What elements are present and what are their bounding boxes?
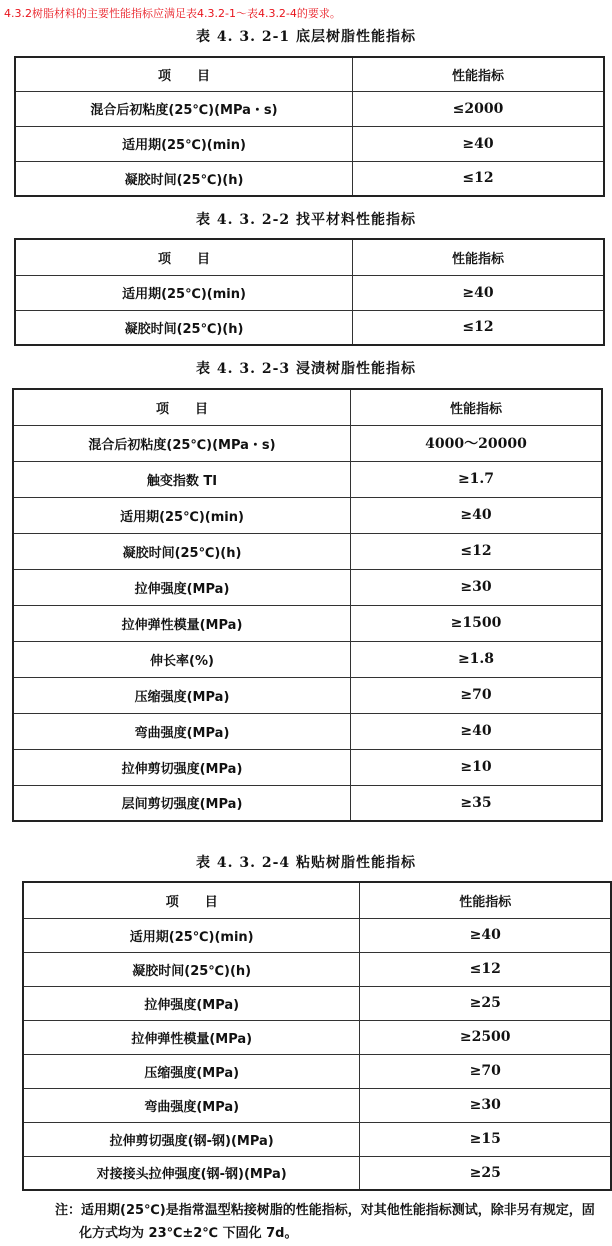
row-value: ≥70 [351,677,603,713]
row-value: ≥35 [351,785,603,821]
row-value: ≥40 [360,918,611,952]
table-3-caption: 表 4. 3. 2-3 浸渍树脂性能指标 [195,361,417,377]
row-value: ≥70 [360,1054,611,1088]
table-row [13,425,602,461]
table-row [15,275,604,310]
note-text: 注：适用期(25℃)是指常温型粘接树脂的性能指标，对其他性能指标测试，除非另有规定，固化方式均为 23℃±2℃ 下固化 7d。 [55,1203,595,1241]
table-row [13,533,602,569]
table-row [13,461,602,497]
row-value: ≥1.8 [351,641,603,677]
row-item: 拉伸剪切强度(钢-钢)(MPa) [23,1122,360,1156]
row-item: 拉伸剪切强度(MPa) [13,749,351,785]
table-row [23,1088,611,1122]
intro-text: 4.3.2树脂材料的主要性能指标应满足表4.3.2-1～表4.3.2-4的要求。 [4,7,341,20]
row-item: 适用期(25℃)(min) [15,275,353,310]
table-row [13,497,602,533]
table-4-header-value: 性能指标 [360,882,611,918]
table-row [13,785,602,821]
row-value: ≥40 [353,126,605,161]
row-item: 拉伸弹性模量(MPa) [23,1020,360,1054]
row-item: 凝胶时间(25℃)(h) [13,533,351,569]
row-item: 凝胶时间(25℃)(h) [15,310,353,345]
table-4 [22,881,612,1191]
row-value: 4000～20000 [351,425,603,461]
table-3-header-item: 项 目 [13,389,351,425]
table-3 [12,388,603,822]
row-value: ≤2000 [353,91,605,126]
table-3-header-value: 性能指标 [351,389,603,425]
table-row [13,569,602,605]
row-item: 拉伸强度(MPa) [23,986,360,1020]
row-item: 凝胶时间(25℃)(h) [23,952,360,986]
row-item: 混合后初粘度(25℃)(MPa・s) [15,91,353,126]
table-4-header-item: 项 目 [23,882,360,918]
table-row [15,161,604,196]
row-value: ≥25 [360,986,611,1020]
table-row [23,1020,611,1054]
table-row [13,641,602,677]
table-row [13,749,602,785]
row-value: ≥30 [351,569,603,605]
table-row [13,605,602,641]
table-note [55,1199,607,1245]
table-1-caption: 表 4. 3. 2-1 底层树脂性能指标 [195,29,417,45]
row-value: ≥25 [360,1156,611,1190]
row-item: 对接接头拉伸强度(钢-钢)(MPa) [23,1156,360,1190]
table-1 [14,56,605,197]
table-row [23,918,611,952]
table-1-header-value: 性能指标 [353,57,605,91]
row-value: ≥10 [351,749,603,785]
table-2 [14,238,605,346]
row-value: ≥2500 [360,1020,611,1054]
row-item: 适用期(25℃)(min) [15,126,353,161]
table-2-header-item: 项 目 [15,239,353,275]
row-value: ≥15 [360,1122,611,1156]
row-item: 压缩强度(MPa) [13,677,351,713]
table-row [23,986,611,1020]
row-item: 凝胶时间(25℃)(h) [15,161,353,196]
table-2-header-value: 性能指标 [353,239,605,275]
row-value: ≥1.7 [351,461,603,497]
row-item: 弯曲强度(MPa) [13,713,351,749]
table-1-header-item: 项 目 [15,57,353,91]
table-row [23,1122,611,1156]
row-item: 拉伸弹性模量(MPa) [13,605,351,641]
row-value: ≥30 [360,1088,611,1122]
row-item: 拉伸强度(MPa) [13,569,351,605]
row-value: ≤12 [360,952,611,986]
row-item: 适用期(25℃)(min) [13,497,351,533]
row-item: 弯曲强度(MPa) [23,1088,360,1122]
table-2-caption: 表 4. 3. 2-2 找平材料性能指标 [195,212,417,228]
table-row [15,310,604,345]
row-value: ≥1500 [351,605,603,641]
table-row [13,713,602,749]
row-item: 触变指数 TI [13,461,351,497]
row-item: 层间剪切强度(MPa) [13,785,351,821]
row-value: ≥40 [351,497,603,533]
row-item: 适用期(25℃)(min) [23,918,360,952]
table-4-caption: 表 4. 3. 2-4 粘贴树脂性能指标 [195,855,417,871]
row-value: ≥40 [351,713,603,749]
row-value: ≤12 [351,533,603,569]
row-item: 混合后初粘度(25℃)(MPa・s) [13,425,351,461]
row-value: ≥40 [353,275,605,310]
table-row [23,1054,611,1088]
table-row [23,1156,611,1190]
row-value: ≤12 [353,161,605,196]
row-item: 伸长率(%) [13,641,351,677]
table-row [13,677,602,713]
row-item: 压缩强度(MPa) [23,1054,360,1088]
table-row [15,91,604,126]
row-value: ≤12 [353,310,605,345]
table-row [15,126,604,161]
table-row [23,952,611,986]
